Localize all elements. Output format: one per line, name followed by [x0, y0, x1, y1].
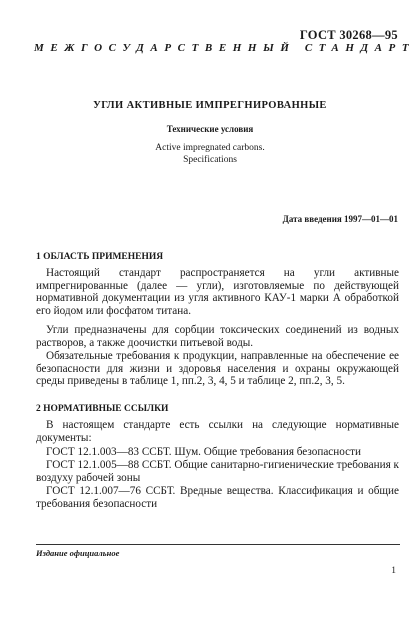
footer-divider [36, 544, 400, 545]
document-subtitle-en: Specifications [183, 155, 237, 165]
reference-item: ГОСТ 12.1.005—88 ССБТ. Общие санитарно-гигиенические требования к воздуху рабочей зоны [36, 459, 399, 484]
document-subtitle: Технические условия [166, 124, 254, 134]
edition-note: Издание официальное [36, 548, 120, 558]
scope-paragraph-2: Угли предназначены для сорбции токсических соединений из водных растворов, а также доочистки питьевой воды. [36, 324, 399, 349]
section-heading-scope: 1 ОБЛАСТЬ ПРИМЕНЕНИЯ [36, 252, 164, 262]
introduction-date: Дата введения 1997—01—01 [282, 214, 398, 224]
scope-paragraph-1: Настоящий стандарт распространяется на угли активные импрегнированные (далее — угли), изготовляемые по действующей нормативной документации из угля активного КАУ-1 марки А обработкой его йодом или фосфатом титана. [36, 267, 399, 317]
reference-item: ГОСТ 12.1.007—76 ССБТ. Вредные вещества. Классификация и общие требования безопасности [36, 485, 399, 510]
document-title: УГЛИ АКТИВНЫЕ ИМПРЕГНИРОВАННЫЕ [93, 100, 327, 111]
reference-item: ГОСТ 12.1.003—83 ССБТ. Шум. Общие требования безопасности [46, 446, 361, 458]
section-heading-references: 2 НОРМАТИВНЫЕ ССЫЛКИ [36, 404, 169, 414]
document-title-en: Active impregnated carbons. [155, 143, 265, 153]
standard-banner: МЕЖГОСУДАРСТВЕННЫЙ СТАНДАРТ [34, 42, 416, 54]
scope-paragraph-3: Обязательные требования к продукции, направленные на обеспечение ее безопасности для жизни и здоровья населения и охраны окружающей среды приведены в таблице 1, пп.2, 3, 4, 5 и таблице 2, пп.2, 3, 5. [36, 350, 399, 388]
gost-code: ГОСТ 30268—95 [299, 28, 398, 42]
page-number: 1 [391, 566, 396, 576]
references-intro-paragraph: В настоящем стандарте есть ссылки на следующие нормативные документы: [36, 419, 399, 444]
